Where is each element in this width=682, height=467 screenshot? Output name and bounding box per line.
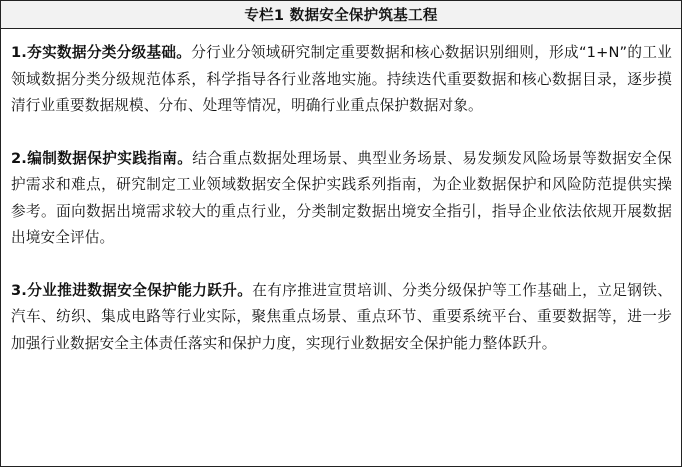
section-1 xyxy=(11,40,672,120)
section-1-body: 分行业分领域研究制定重要数据和核心数据识别细则，形成“1+N”的工业领域数据分类分级规范体系，科学指导各行业落地实施。持续迭代重要数据和核心数据目录，逐步摸清行业重要数据规模、分布、处理等情况，明确行业重点保护数据对象。 xyxy=(11,44,672,114)
section-2 xyxy=(11,146,672,252)
section-2-body: 结合重点数据处理场景、典型业务场景、易发频发风险场景等数据安全保护需求和难点，研究制定工业领域数据安全保护实践系列指南，为企业数据保护和风险防范提供实操参考。面向数据出境需求较大的重点行业，分类制定数据出境安全指引，指导企业依法依规开展数据出境安全评估。 xyxy=(11,149,672,246)
section-3-body: 在有序推进宣贯培训、分类分级保护等工作基础上，立足钢铁、汽车、纺织、集成电路等行业实际，聚焦重点场景、重点环节、重要系统平台、重要数据等，进一步加强行业数据安全主体责任落实和保护力度，实现行业数据安全保护能力整体跃升。 xyxy=(11,281,673,352)
section-3-heading: 3.分业推进数据安全保护能力跃升。 xyxy=(11,281,253,299)
column-content xyxy=(1,29,681,357)
section-2-heading: 2.编制数据保护实践指南。 xyxy=(11,149,193,167)
section-1-heading: 1.夯实数据分类分级基础。 xyxy=(11,44,192,61)
column-title: 专栏1 数据安全保护筑基工程 xyxy=(1,1,681,29)
section-3 xyxy=(11,278,672,358)
